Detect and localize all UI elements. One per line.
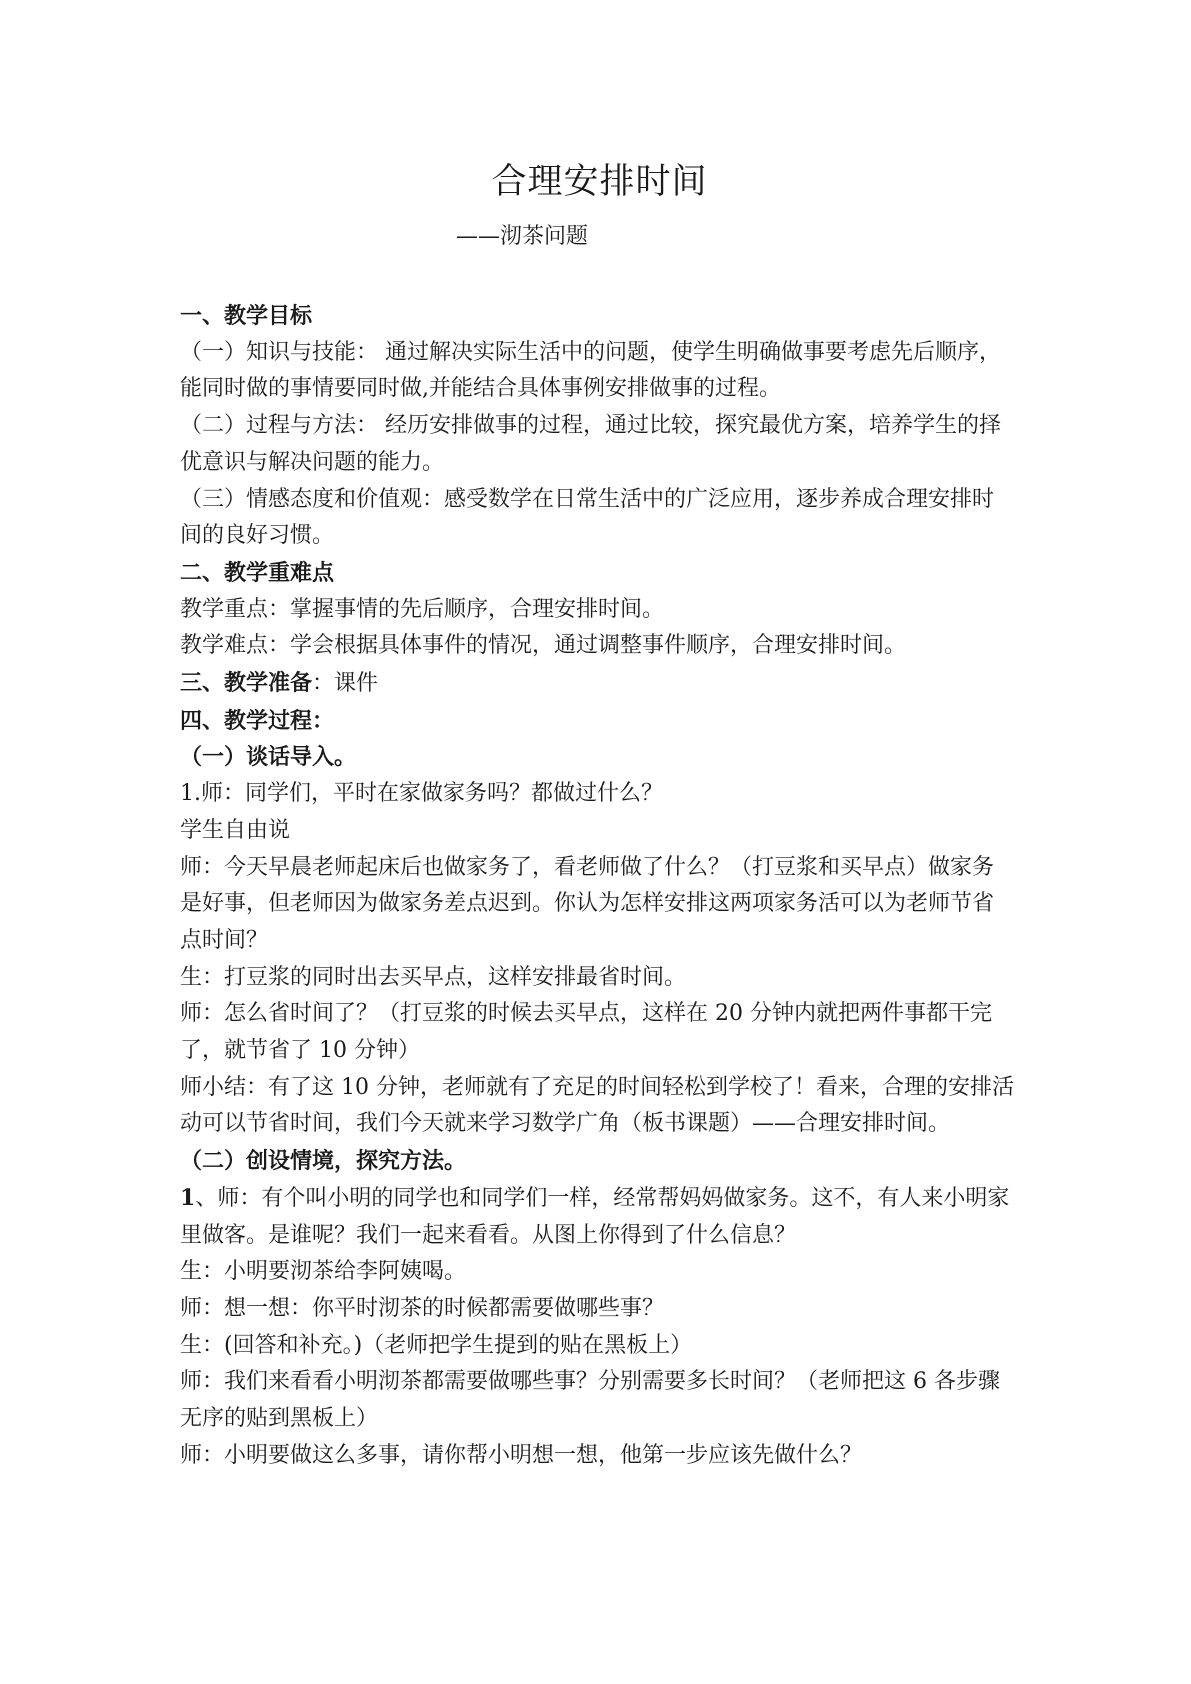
section-heading-preparation: 三、教学准备: [180, 670, 313, 697]
goal-attitude: （三）情感态度和价值观：感受数学在日常生活中的广泛应用，逐步养成合理安排时间的良好习惯。: [180, 486, 995, 549]
goal-process: （二）过程与方法： 经历安排做事的过程，通过比较，探究最优方案，培养学生的择优意识与解决问题的能力。: [180, 413, 1001, 475]
document-subtitle: ——沏茶问题: [456, 224, 589, 249]
dialogue-line: 师：怎么省时间了？（打豆浆的时候去买早点，这样在 20 分钟内就把两件事都干完了，就节省了 10 分钟）: [180, 1001, 992, 1064]
section-heading-goals: 一、教学目标: [180, 303, 313, 329]
dialogue-line: 师：小明要做这么多事，请你帮小明想一想，他第一步应该先做什么？: [180, 1442, 863, 1468]
dialogue-line: [180, 1180, 1015, 1254]
document-body: [180, 298, 1015, 1475]
dialogue-line: 生：小明要沏茶给李阿姨喝。: [180, 1259, 467, 1285]
dialogue-line: 1.师：同学们，平时在家做家务吗？都做过什么？: [180, 781, 663, 807]
dialogue-line: 师小结：有了这 10 分钟，老师就有了充足的时间轻松到学校了！看来，合理的安排活动可以节省时间，我们今天就来学习数学广角（板书课题）——合理安排时间。: [180, 1074, 1014, 1137]
section-heading-key-points: 二、教学重难点: [180, 559, 335, 586]
dialogue-line: 师：想一想：你平时沏茶的时候都需要做哪些事？: [180, 1295, 665, 1321]
section-preparation: [180, 665, 1015, 703]
part-heading-intro: （一）谈话导入。: [180, 744, 357, 771]
dialogue-line: 师：我们来看看小明沏茶都需要做哪些事？分别需要多长时间？（老师把这 6 各步骤无序的贴到黑板上）: [180, 1369, 1000, 1432]
dialogue-line: 学生自由说: [180, 817, 291, 843]
part-heading-explore: （二）创设情境，探究方法。: [180, 1148, 467, 1175]
dialogue-line: 生：打豆浆的同时出去买早点，这样安排最省时间。: [180, 964, 687, 990]
document-title: 合理安排时间: [491, 162, 708, 202]
goal-knowledge: （一）知识与技能： 通过解决实际生活中的问题，使学生明确做事要考虑先后顺序，能同时做的事情要同时做,并能结合具体事例安排做事的过程。: [180, 339, 1001, 402]
step-number: 1: [180, 1184, 196, 1211]
dialogue-line: 师：今天早晨老师起床后也做家务了，看老师做了什么？（打豆浆和买早点）做家务是好事，但老师因为做家务差点迟到。你认为怎样安排这两项家务活可以为老师节省点时间？: [180, 854, 995, 953]
dialogue-text: 、师：有个叫小明的同学也和同学们一样，经常帮妈妈做家务。这不，有人来小明家里做客。是谁呢？我们一起来看看。从图上你得到了什么信息？: [180, 1185, 1010, 1248]
difficult-point: 教学难点：学会根据具体事件的情况，通过调整事件顺序，合理安排时间。: [180, 633, 907, 659]
section-heading-process: 四、教学过程：: [180, 707, 335, 734]
preparation-content: ：课件: [312, 671, 379, 697]
dialogue-line: 生：(回答和补充。)（老师把学生提到的贴在黑板上）: [180, 1332, 693, 1358]
key-point: 教学重点：掌握事情的先后顺序，合理安排时间。: [180, 596, 665, 622]
